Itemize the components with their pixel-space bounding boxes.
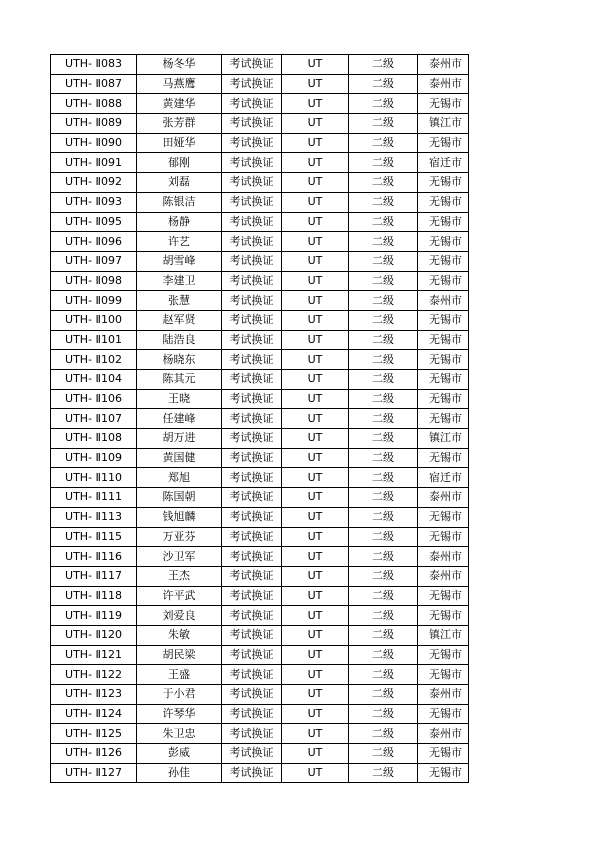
table-row <box>51 468 469 488</box>
city-cell: 无锡市 <box>418 271 469 291</box>
level-cell: 二级 <box>349 586 418 606</box>
level-cell: 二级 <box>349 566 418 586</box>
city-cell: 无锡市 <box>418 389 469 409</box>
method-cell: UT <box>282 74 349 94</box>
exam-type-cell: 考试换证 <box>222 389 282 409</box>
cert-code-cell: UTH- Ⅱ126 <box>51 744 137 764</box>
cert-code-cell: UTH- Ⅱ095 <box>51 212 137 232</box>
cert-code-cell: UTH- Ⅱ121 <box>51 645 137 665</box>
level-cell: 二级 <box>349 251 418 271</box>
city-cell: 无锡市 <box>418 606 469 626</box>
person-name-cell: 许琴华 <box>137 704 222 724</box>
table-row <box>51 527 469 547</box>
city-cell: 宿迁市 <box>418 468 469 488</box>
person-name-cell: 陈银洁 <box>137 192 222 212</box>
method-cell: UT <box>282 310 349 330</box>
exam-type-cell: 考试换证 <box>222 744 282 764</box>
level-cell: 二级 <box>349 665 418 685</box>
level-cell: 二级 <box>349 409 418 429</box>
table-row <box>51 429 469 449</box>
cert-code-cell: UTH- Ⅱ115 <box>51 527 137 547</box>
exam-type-cell: 考试换证 <box>222 212 282 232</box>
city-cell: 镇江市 <box>418 429 469 449</box>
city-cell: 宿迁市 <box>418 153 469 173</box>
certificate-table <box>50 54 469 783</box>
method-cell: UT <box>282 704 349 724</box>
cert-code-cell: UTH- Ⅱ113 <box>51 507 137 527</box>
level-cell: 二级 <box>349 744 418 764</box>
person-name-cell: 王盛 <box>137 665 222 685</box>
exam-type-cell: 考试换证 <box>222 271 282 291</box>
table-row <box>51 370 469 390</box>
cert-code-cell: UTH- Ⅱ122 <box>51 665 137 685</box>
exam-type-cell: 考试换证 <box>222 625 282 645</box>
city-cell: 无锡市 <box>418 645 469 665</box>
method-cell: UT <box>282 566 349 586</box>
cert-code-cell: UTH- Ⅱ119 <box>51 606 137 626</box>
person-name-cell: 彭威 <box>137 744 222 764</box>
person-name-cell: 王晓 <box>137 389 222 409</box>
level-cell: 二级 <box>349 370 418 390</box>
table-row <box>51 232 469 252</box>
cert-code-cell: UTH- Ⅱ127 <box>51 763 137 783</box>
city-cell: 镇江市 <box>418 114 469 134</box>
city-cell: 泰州市 <box>418 291 469 311</box>
person-name-cell: 李建卫 <box>137 271 222 291</box>
table-row <box>51 763 469 783</box>
city-cell: 无锡市 <box>418 744 469 764</box>
table-row <box>51 645 469 665</box>
method-cell: UT <box>282 685 349 705</box>
method-cell: UT <box>282 665 349 685</box>
method-cell: UT <box>282 94 349 114</box>
exam-type-cell: 考试换证 <box>222 310 282 330</box>
method-cell: UT <box>282 133 349 153</box>
exam-type-cell: 考试换证 <box>222 704 282 724</box>
person-name-cell: 许艺 <box>137 232 222 252</box>
method-cell: UT <box>282 153 349 173</box>
person-name-cell: 王杰 <box>137 566 222 586</box>
cert-code-cell: UTH- Ⅱ118 <box>51 586 137 606</box>
person-name-cell: 于小君 <box>137 685 222 705</box>
exam-type-cell: 考试换证 <box>222 251 282 271</box>
cert-code-cell: UTH- Ⅱ120 <box>51 625 137 645</box>
table-row <box>51 704 469 724</box>
exam-type-cell: 考试换证 <box>222 55 282 75</box>
exam-type-cell: 考试换证 <box>222 94 282 114</box>
cert-code-cell: UTH- Ⅱ102 <box>51 350 137 370</box>
person-name-cell: 郁刚 <box>137 153 222 173</box>
cert-code-cell: UTH- Ⅱ098 <box>51 271 137 291</box>
person-name-cell: 任建峰 <box>137 409 222 429</box>
cert-code-cell: UTH- Ⅱ096 <box>51 232 137 252</box>
level-cell: 二级 <box>349 704 418 724</box>
level-cell: 二级 <box>349 271 418 291</box>
level-cell: 二级 <box>349 625 418 645</box>
city-cell: 无锡市 <box>418 212 469 232</box>
level-cell: 二级 <box>349 55 418 75</box>
city-cell: 无锡市 <box>418 192 469 212</box>
person-name-cell: 孙佳 <box>137 763 222 783</box>
city-cell: 无锡市 <box>418 448 469 468</box>
table-row <box>51 251 469 271</box>
table-row <box>51 133 469 153</box>
method-cell: UT <box>282 330 349 350</box>
city-cell: 无锡市 <box>418 527 469 547</box>
level-cell: 二级 <box>349 94 418 114</box>
method-cell: UT <box>282 271 349 291</box>
person-name-cell: 钱旭麟 <box>137 507 222 527</box>
method-cell: UT <box>282 507 349 527</box>
method-cell: UT <box>282 55 349 75</box>
table-row <box>51 389 469 409</box>
method-cell: UT <box>282 350 349 370</box>
exam-type-cell: 考试换证 <box>222 448 282 468</box>
method-cell: UT <box>282 370 349 390</box>
method-cell: UT <box>282 468 349 488</box>
table-row <box>51 114 469 134</box>
city-cell: 泰州市 <box>418 488 469 508</box>
exam-type-cell: 考试换证 <box>222 488 282 508</box>
person-name-cell: 杨冬华 <box>137 55 222 75</box>
cert-code-cell: UTH- Ⅱ089 <box>51 114 137 134</box>
method-cell: UT <box>282 389 349 409</box>
person-name-cell: 郑旭 <box>137 468 222 488</box>
city-cell: 无锡市 <box>418 370 469 390</box>
exam-type-cell: 考试换证 <box>222 232 282 252</box>
level-cell: 二级 <box>349 488 418 508</box>
table-row <box>51 409 469 429</box>
cert-code-cell: UTH- Ⅱ099 <box>51 291 137 311</box>
exam-type-cell: 考试换证 <box>222 153 282 173</box>
person-name-cell: 张芳群 <box>137 114 222 134</box>
city-cell: 泰州市 <box>418 724 469 744</box>
city-cell: 无锡市 <box>418 173 469 193</box>
cert-code-cell: UTH- Ⅱ087 <box>51 74 137 94</box>
table-row <box>51 566 469 586</box>
method-cell: UT <box>282 251 349 271</box>
method-cell: UT <box>282 291 349 311</box>
table-row <box>51 744 469 764</box>
cert-code-cell: UTH- Ⅱ108 <box>51 429 137 449</box>
person-name-cell: 刘磊 <box>137 173 222 193</box>
level-cell: 二级 <box>349 468 418 488</box>
person-name-cell: 刘爱良 <box>137 606 222 626</box>
cert-code-cell: UTH- Ⅱ100 <box>51 310 137 330</box>
exam-type-cell: 考试换证 <box>222 468 282 488</box>
table-row <box>51 330 469 350</box>
person-name-cell: 陆浩良 <box>137 330 222 350</box>
exam-type-cell: 考试换证 <box>222 566 282 586</box>
city-cell: 泰州市 <box>418 74 469 94</box>
person-name-cell: 胡雪峰 <box>137 251 222 271</box>
level-cell: 二级 <box>349 74 418 94</box>
level-cell: 二级 <box>349 232 418 252</box>
exam-type-cell: 考试换证 <box>222 291 282 311</box>
city-cell: 无锡市 <box>418 350 469 370</box>
city-cell: 泰州市 <box>418 55 469 75</box>
city-cell: 无锡市 <box>418 665 469 685</box>
city-cell: 无锡市 <box>418 232 469 252</box>
person-name-cell: 黄国健 <box>137 448 222 468</box>
city-cell: 无锡市 <box>418 310 469 330</box>
table-row <box>51 625 469 645</box>
exam-type-cell: 考试换证 <box>222 507 282 527</box>
method-cell: UT <box>282 192 349 212</box>
exam-type-cell: 考试换证 <box>222 370 282 390</box>
exam-type-cell: 考试换证 <box>222 74 282 94</box>
exam-type-cell: 考试换证 <box>222 350 282 370</box>
table-body <box>51 55 469 783</box>
person-name-cell: 杨晓东 <box>137 350 222 370</box>
city-cell: 泰州市 <box>418 685 469 705</box>
person-name-cell: 赵军贤 <box>137 310 222 330</box>
exam-type-cell: 考试换证 <box>222 606 282 626</box>
exam-type-cell: 考试换证 <box>222 192 282 212</box>
cert-code-cell: UTH- Ⅱ090 <box>51 133 137 153</box>
exam-type-cell: 考试换证 <box>222 330 282 350</box>
level-cell: 二级 <box>349 547 418 567</box>
table-row <box>51 448 469 468</box>
city-cell: 无锡市 <box>418 763 469 783</box>
level-cell: 二级 <box>349 685 418 705</box>
city-cell: 无锡市 <box>418 409 469 429</box>
method-cell: UT <box>282 547 349 567</box>
city-cell: 泰州市 <box>418 547 469 567</box>
level-cell: 二级 <box>349 448 418 468</box>
cert-code-cell: UTH- Ⅱ116 <box>51 547 137 567</box>
person-name-cell: 陈国朝 <box>137 488 222 508</box>
method-cell: UT <box>282 724 349 744</box>
city-cell: 泰州市 <box>418 566 469 586</box>
level-cell: 二级 <box>349 724 418 744</box>
person-name-cell: 田娅华 <box>137 133 222 153</box>
cert-code-cell: UTH- Ⅱ125 <box>51 724 137 744</box>
cert-code-cell: UTH- Ⅱ106 <box>51 389 137 409</box>
level-cell: 二级 <box>349 606 418 626</box>
city-cell: 无锡市 <box>418 251 469 271</box>
exam-type-cell: 考试换证 <box>222 665 282 685</box>
method-cell: UT <box>282 527 349 547</box>
city-cell: 镇江市 <box>418 625 469 645</box>
person-name-cell: 胡万进 <box>137 429 222 449</box>
exam-type-cell: 考试换证 <box>222 133 282 153</box>
cert-code-cell: UTH- Ⅱ117 <box>51 566 137 586</box>
person-name-cell: 陈其元 <box>137 370 222 390</box>
cert-code-cell: UTH- Ⅱ083 <box>51 55 137 75</box>
table-row <box>51 606 469 626</box>
cert-code-cell: UTH- Ⅱ124 <box>51 704 137 724</box>
person-name-cell: 朱卫忠 <box>137 724 222 744</box>
method-cell: UT <box>282 114 349 134</box>
city-cell: 无锡市 <box>418 330 469 350</box>
cert-code-cell: UTH- Ⅱ097 <box>51 251 137 271</box>
table-row <box>51 685 469 705</box>
table-row <box>51 192 469 212</box>
method-cell: UT <box>282 429 349 449</box>
level-cell: 二级 <box>349 192 418 212</box>
cert-code-cell: UTH- Ⅱ093 <box>51 192 137 212</box>
level-cell: 二级 <box>349 173 418 193</box>
level-cell: 二级 <box>349 133 418 153</box>
method-cell: UT <box>282 586 349 606</box>
exam-type-cell: 考试换证 <box>222 527 282 547</box>
level-cell: 二级 <box>349 527 418 547</box>
table-row <box>51 507 469 527</box>
person-name-cell: 万亚芬 <box>137 527 222 547</box>
person-name-cell: 朱敏 <box>137 625 222 645</box>
method-cell: UT <box>282 645 349 665</box>
method-cell: UT <box>282 625 349 645</box>
city-cell: 无锡市 <box>418 94 469 114</box>
exam-type-cell: 考试换证 <box>222 114 282 134</box>
table-row <box>51 724 469 744</box>
level-cell: 二级 <box>349 429 418 449</box>
level-cell: 二级 <box>349 507 418 527</box>
city-cell: 无锡市 <box>418 704 469 724</box>
person-name-cell: 马燕鹰 <box>137 74 222 94</box>
level-cell: 二级 <box>349 645 418 665</box>
level-cell: 二级 <box>349 291 418 311</box>
cert-code-cell: UTH- Ⅱ101 <box>51 330 137 350</box>
method-cell: UT <box>282 744 349 764</box>
method-cell: UT <box>282 212 349 232</box>
method-cell: UT <box>282 448 349 468</box>
level-cell: 二级 <box>349 330 418 350</box>
table-row <box>51 547 469 567</box>
table-row <box>51 350 469 370</box>
level-cell: 二级 <box>349 212 418 232</box>
table-row <box>51 173 469 193</box>
person-name-cell: 胡民梁 <box>137 645 222 665</box>
cert-code-cell: UTH- Ⅱ088 <box>51 94 137 114</box>
exam-type-cell: 考试换证 <box>222 763 282 783</box>
exam-type-cell: 考试换证 <box>222 645 282 665</box>
city-cell: 无锡市 <box>418 507 469 527</box>
table-row <box>51 271 469 291</box>
method-cell: UT <box>282 763 349 783</box>
table-row <box>51 212 469 232</box>
cert-code-cell: UTH- Ⅱ104 <box>51 370 137 390</box>
level-cell: 二级 <box>349 389 418 409</box>
exam-type-cell: 考试换证 <box>222 173 282 193</box>
table-row <box>51 74 469 94</box>
exam-type-cell: 考试换证 <box>222 409 282 429</box>
city-cell: 无锡市 <box>418 586 469 606</box>
city-cell: 无锡市 <box>418 133 469 153</box>
table-row <box>51 310 469 330</box>
exam-type-cell: 考试换证 <box>222 685 282 705</box>
table-row <box>51 665 469 685</box>
person-name-cell: 张慧 <box>137 291 222 311</box>
person-name-cell: 黄建华 <box>137 94 222 114</box>
exam-type-cell: 考试换证 <box>222 547 282 567</box>
cert-code-cell: UTH- Ⅱ109 <box>51 448 137 468</box>
cert-code-cell: UTH- Ⅱ123 <box>51 685 137 705</box>
table-row <box>51 488 469 508</box>
method-cell: UT <box>282 488 349 508</box>
table-row <box>51 55 469 75</box>
level-cell: 二级 <box>349 114 418 134</box>
method-cell: UT <box>282 409 349 429</box>
table-row <box>51 153 469 173</box>
level-cell: 二级 <box>349 310 418 330</box>
level-cell: 二级 <box>349 763 418 783</box>
level-cell: 二级 <box>349 153 418 173</box>
cert-code-cell: UTH- Ⅱ107 <box>51 409 137 429</box>
exam-type-cell: 考试换证 <box>222 724 282 744</box>
cert-code-cell: UTH- Ⅱ091 <box>51 153 137 173</box>
cert-code-cell: UTH- Ⅱ110 <box>51 468 137 488</box>
level-cell: 二级 <box>349 350 418 370</box>
exam-type-cell: 考试换证 <box>222 586 282 606</box>
method-cell: UT <box>282 232 349 252</box>
cert-code-cell: UTH- Ⅱ092 <box>51 173 137 193</box>
person-name-cell: 杨静 <box>137 212 222 232</box>
table-row <box>51 586 469 606</box>
person-name-cell: 许平武 <box>137 586 222 606</box>
method-cell: UT <box>282 173 349 193</box>
cert-code-cell: UTH- Ⅱ111 <box>51 488 137 508</box>
method-cell: UT <box>282 606 349 626</box>
table-row <box>51 94 469 114</box>
table-row <box>51 291 469 311</box>
person-name-cell: 沙卫军 <box>137 547 222 567</box>
exam-type-cell: 考试换证 <box>222 429 282 449</box>
